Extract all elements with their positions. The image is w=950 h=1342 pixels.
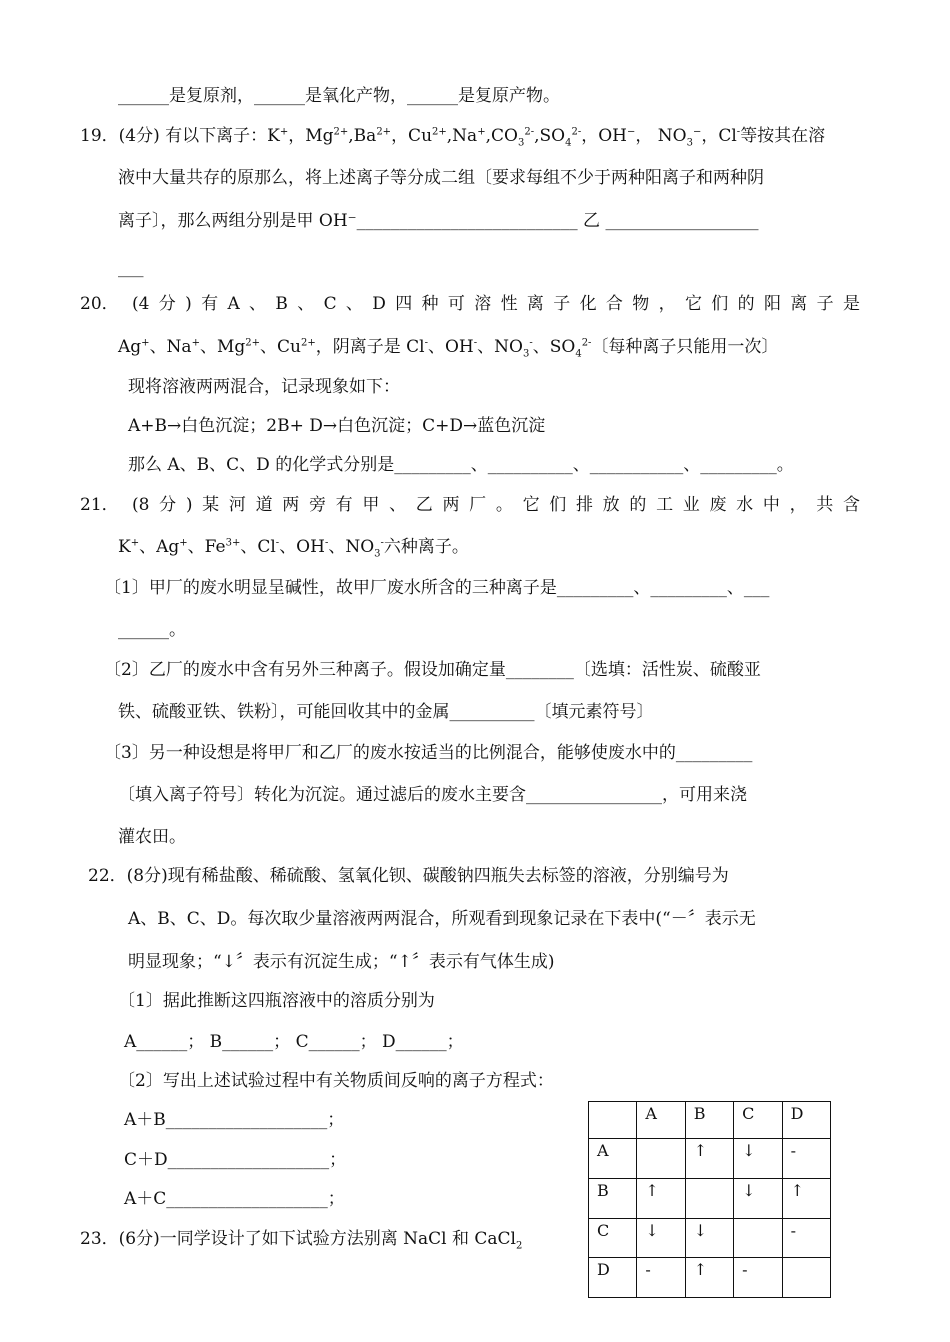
q19-line1: 19．(4分) 有以下离子：K+，$Mg^{2+},Ba^{2+}$，$Cu^{2+},Na^+,CO_3^{2-},SO_4^{2-}$，OH−， $NO_3^-$，Cl-等按其在溶: [80, 126, 826, 149]
table-cell: ↓: [685, 1218, 733, 1258]
q21-part3-cont: 〔填入离子符号〕转化为沉淀。通过滤后的废水主要含________________，可用来浇: [118, 785, 747, 805]
table-row: [589, 1139, 831, 1179]
q22-equation-ab: A＋B___________________；: [124, 1110, 345, 1130]
q22-part2: 〔2〕写出上述试验过程中有关物质间反响的离子方程式：: [118, 1071, 554, 1091]
table-cell: ↑: [685, 1258, 733, 1298]
table-cell: ↓: [637, 1218, 685, 1258]
q23-number: 23．: [80, 1229, 119, 1249]
table-row: [589, 1258, 831, 1298]
q21-number: 21．: [80, 495, 119, 515]
q21-part1: 〔1〕甲厂的废水明显呈碱性，故甲厂废水所含的三种离子是_________、_________、___: [104, 578, 770, 598]
table-row: [589, 1179, 831, 1219]
q21-line2: K+、Ag+、$Fe^{3+}$、Cl-、OH-、$NO_3^-$六种离子。: [118, 537, 469, 560]
q22-equation-ac: A＋C___________________；: [124, 1189, 345, 1209]
q21-part1-cont: ______。: [118, 620, 186, 640]
table-row-label: A: [589, 1139, 637, 1179]
table-row-label: C: [589, 1218, 637, 1258]
table-cell: ↓: [734, 1179, 782, 1219]
table-cell: ↑: [782, 1179, 830, 1219]
q18-answer-line: ______是复原剂，______是氧化产物，______是复原产物。: [118, 86, 560, 106]
table-cell: [782, 1258, 830, 1298]
q21-part3: 〔3〕另一种设想是将甲厂和乙厂的废水按适当的比例混合，能够使废水中的_________: [104, 743, 753, 763]
table-cell: [637, 1139, 685, 1179]
q22-line3: 明显现象；“↓〞表示有沉淀生成；“↑〞表示有气体生成): [128, 952, 555, 972]
table-header-row: [589, 1102, 831, 1139]
q20-number: 20．: [80, 294, 119, 314]
table-cell: ↑: [685, 1139, 733, 1179]
table-row-label: B: [589, 1179, 637, 1219]
q22-part1: 〔1〕据此推断这四瓶溶液中的溶质分别为: [118, 991, 435, 1011]
q23-line1: 23．(6分)一同学设计了如下试验方法别离 NaCl 和 CaCl$_2$: [80, 1229, 523, 1252]
table-cell: ↓: [734, 1139, 782, 1179]
q21-part3-cont2: 灌农田。: [118, 827, 186, 847]
reaction-table: [588, 1101, 831, 1298]
q20-line5: 那么 A、B、C、D 的化学式分别是_________、__________、___________、_________。: [128, 455, 794, 475]
q21-part2: 〔2〕乙厂的废水中含有另外三种离子。假设加确定量________〔选填：活性炭、硫酸亚: [104, 660, 761, 680]
q22-equation-cd: C＋D___________________；: [124, 1150, 347, 1170]
q19-line4: ___: [118, 258, 144, 278]
table-cell: -: [734, 1258, 782, 1298]
q19-line3: 离子〕，那么两组分别是甲 OH⁻__________________________ 乙 __________________: [118, 211, 759, 231]
q20-line1: (4分)有A、B、C、D四种可溶性离子化合物，它们的阳离子是: [132, 294, 860, 314]
q21-part2-cont: 铁、硫酸亚铁、铁粉〕，可能回收其中的金属__________〔填元素符号〕: [118, 702, 654, 722]
table-corner-cell: [589, 1102, 637, 1139]
q20-line3: 现将溶液两两混合，记录现象如下：: [128, 377, 400, 397]
table-cell: -: [782, 1218, 830, 1258]
q20-line2: Ag+、Na+、$Mg^{2+}$、$Cu^{2+}$，阴离子是 Cl-、OH-、$NO_3^-$、$SO_4^{2-}$〔每种离子只能用一次〕: [118, 337, 779, 360]
table-row-label: D: [589, 1258, 637, 1298]
q19-line2: 液中大量共存的原那么，将上述离子等分成二组〔要求每组不少于两种阳离子和两种阴: [118, 168, 764, 188]
q22-line1: 22．(8分)现有稀盐酸、稀硫酸、氢氧化钡、碳酸钠四瓶失去标签的溶液，分别编号为: [88, 866, 729, 886]
q19-number: 19．: [80, 126, 119, 146]
table-row: [589, 1218, 831, 1258]
table-cell: -: [782, 1139, 830, 1179]
table-header-cell: C: [734, 1102, 782, 1139]
table-cell: [685, 1179, 733, 1219]
table-header-cell: D: [782, 1102, 830, 1139]
table-header-cell: A: [637, 1102, 685, 1139]
q20-line4: A+B→白色沉淀；2B+ D→白色沉淀；C+D→蓝色沉淀: [128, 416, 546, 436]
table-header-cell: B: [685, 1102, 733, 1139]
q22-line2: A、B、C、D。每次取少量溶液两两混合，所观看到现象记录在下表中(“－〞表示无: [128, 909, 756, 929]
table-cell: [734, 1218, 782, 1258]
q21-line1: (8分)某河道两旁有甲、乙两厂。它们排放的工业废水中，共含: [132, 495, 860, 515]
table-cell: ↑: [637, 1179, 685, 1219]
table-cell: -: [637, 1258, 685, 1298]
q22-number: 22．: [88, 866, 127, 886]
q22-answers: A______； B______； C______； D______；: [124, 1032, 464, 1052]
